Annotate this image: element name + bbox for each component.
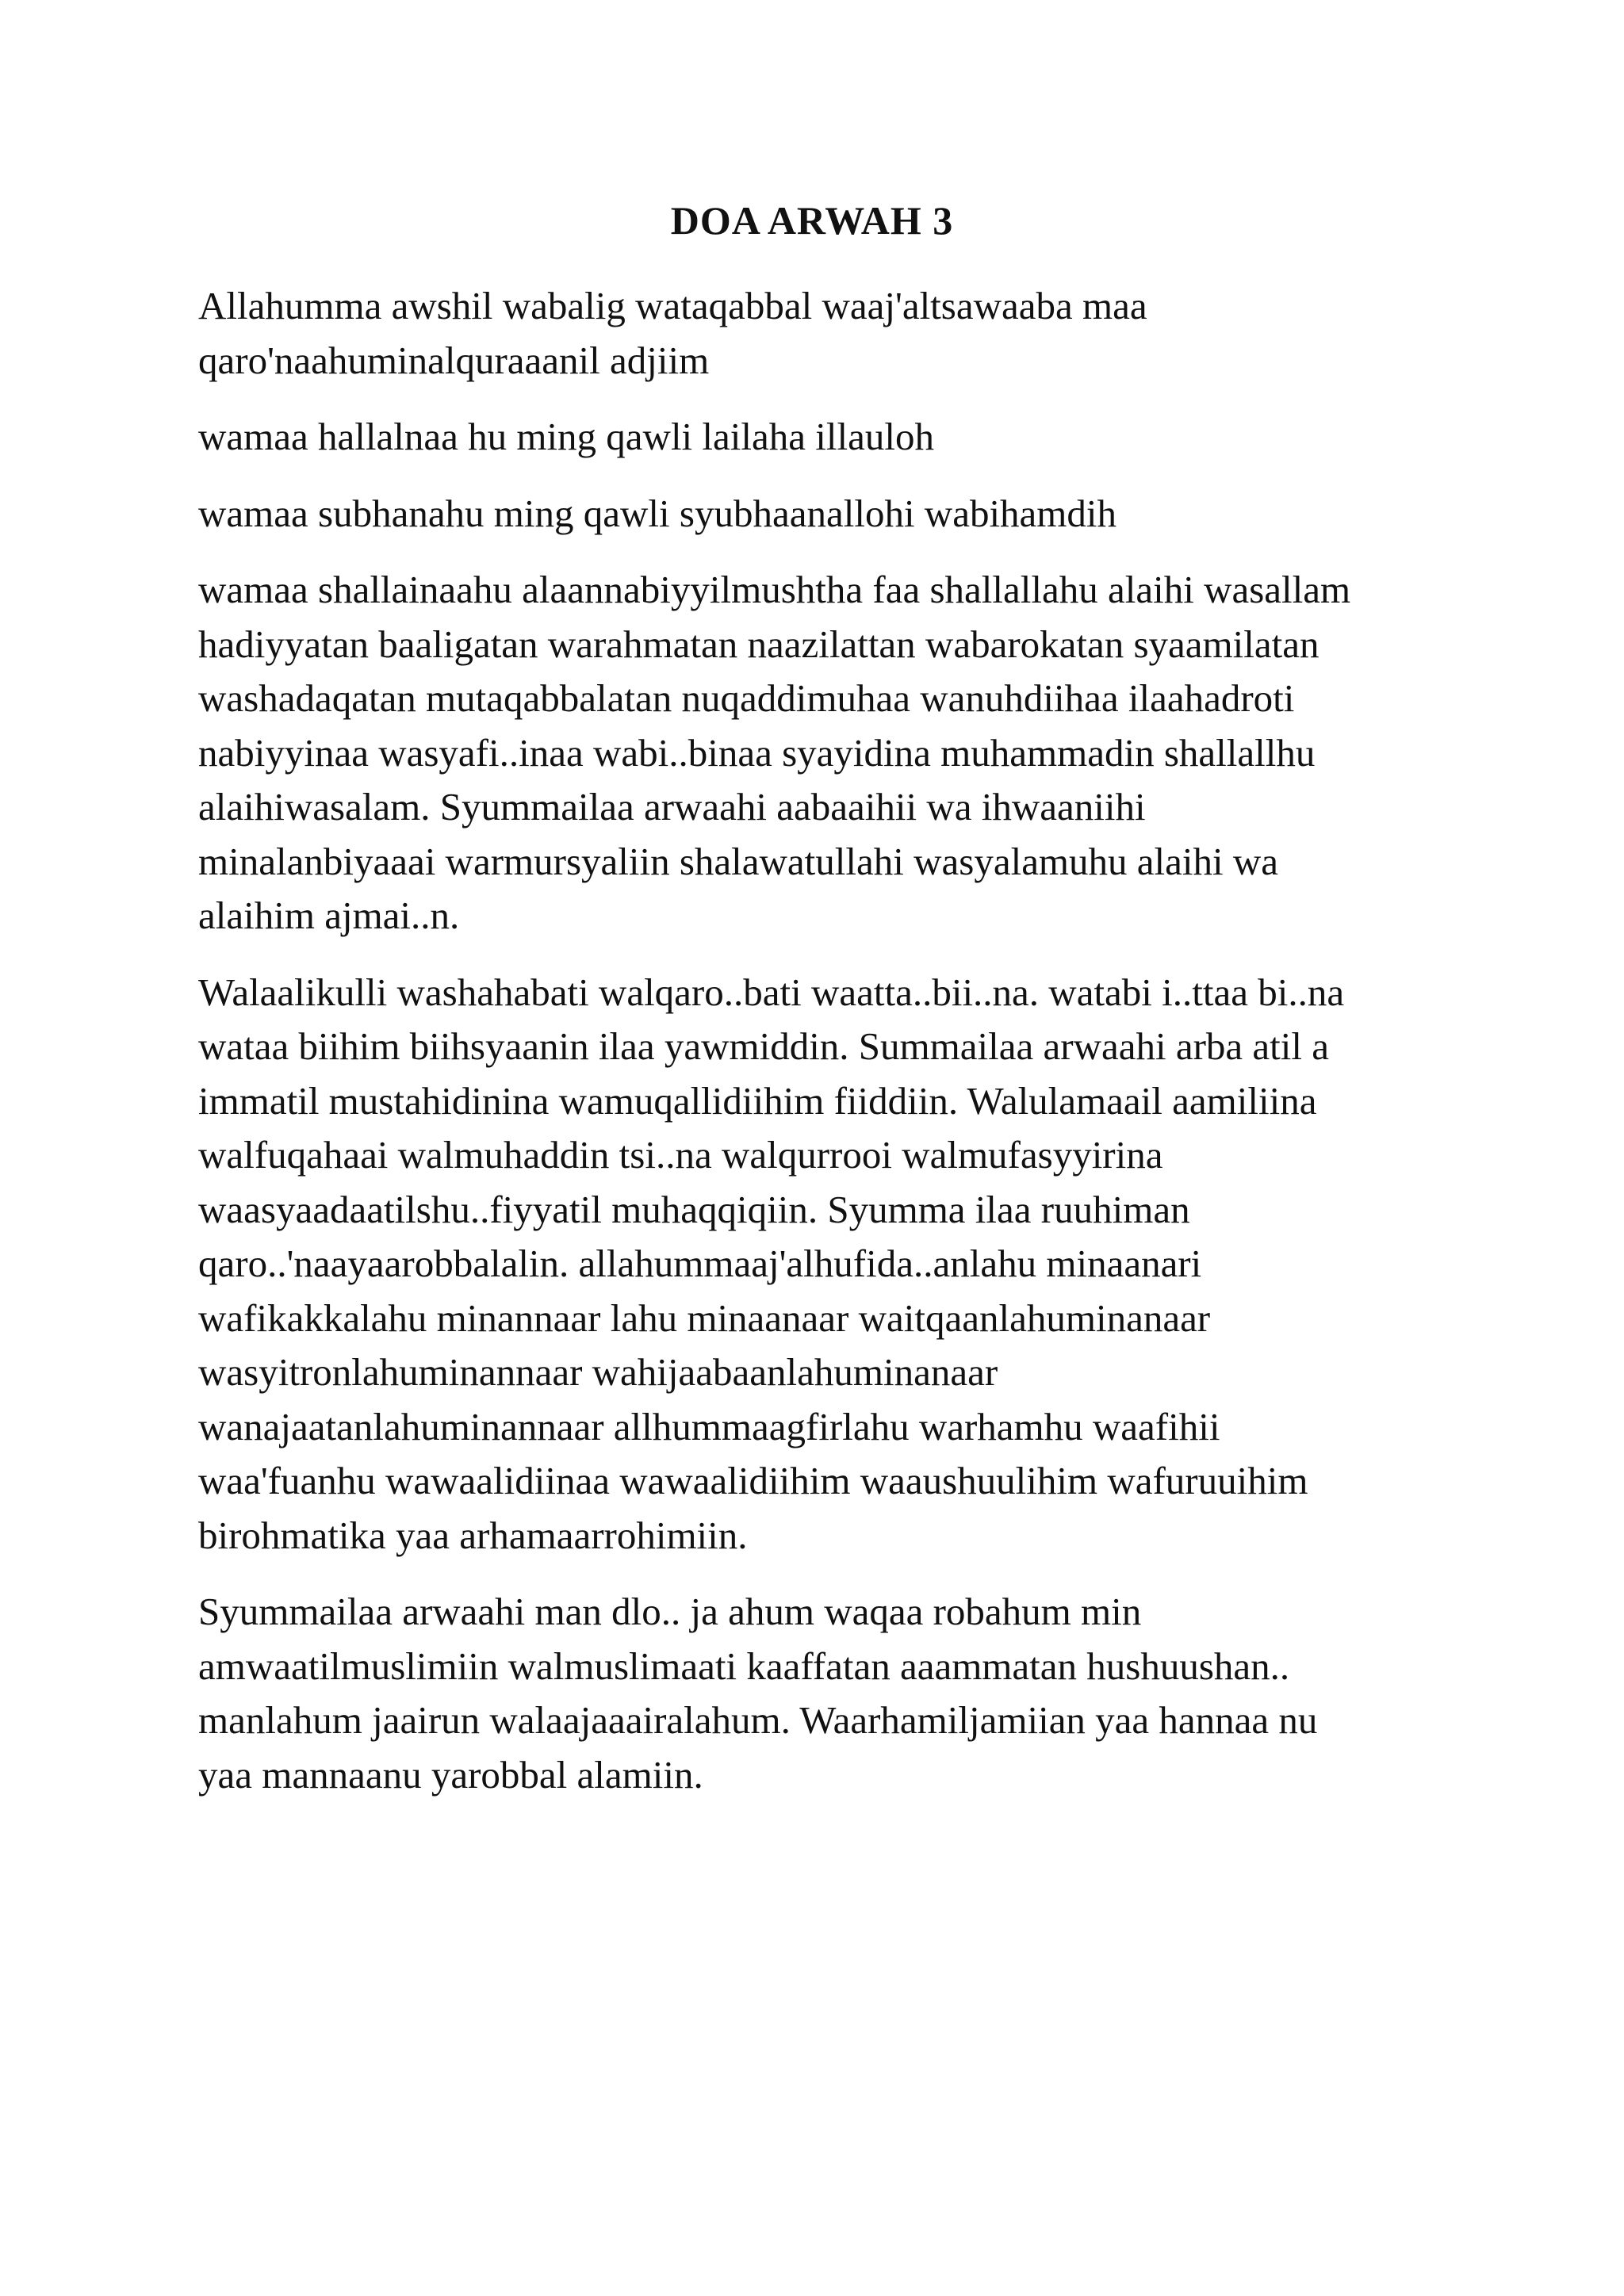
text-line: Syummailaa arwaahi man dlo.. ja ahum waqaa robahum min [198, 1590, 1142, 1633]
text-line: wamaa shallainaahu alaannabiyyilmushtha faa shallallahu alaihi wasallam [198, 568, 1351, 611]
paragraph-2 [198, 410, 1467, 465]
text-line: Walaalikulli washahabati walqaro..bati waatta..bii..na. watabi i..ttaa bi..na [198, 970, 1345, 1014]
text-line: nabiyyinaa wasyafi..inaa wabi..binaa syayidina muhammadin shallallhu [198, 730, 1316, 775]
document-title: DOA ARWAH 3 [670, 198, 954, 243]
text-line: hadiyyatan baaligatan warahmatan naazilattan wabarokatan syaamilatan [198, 622, 1320, 666]
text-line: amwaatilmuslimiin walmuslimaati kaaffatan aaammatan hushuushan.. [198, 1644, 1290, 1688]
text-line: washadaqatan mutaqabbalatan nuqaddimuhaa wanuhdiihaa ilaahadroti [198, 676, 1295, 720]
text-line: birohmatika yaa arhamaarrohimiin. [198, 1513, 748, 1557]
text-line: wamaa hallalnaa hu ming qawli lailaha illauloh [198, 415, 934, 458]
text-line: Allahumma awshil wabalig wataqabbal waaj'altsawaaba maa [198, 284, 1147, 327]
text-line: walfuqahaai walmuhaddin tsi..na walqurrooi walmufasyyirina [198, 1133, 1163, 1177]
paragraph-1 [198, 279, 1467, 388]
text-line: yaa mannaanu yarobbal alamiin. [198, 1752, 703, 1797]
text-line: qaro..'naayaarobbalalin. allahummaaj'alhufida..anlahu minaanari [198, 1242, 1202, 1285]
paragraph-5 [198, 966, 1467, 1563]
text-line: wasyitronlahuminannaar wahijaabaanlahuminanaar [198, 1350, 998, 1394]
document-body [198, 279, 1467, 1824]
paragraph-3 [198, 487, 1467, 541]
text-line: wamaa subhanahu ming qawli syubhaanallohi wabihamdih [198, 491, 1117, 535]
text-line: minalanbiyaaai warmursyaliin shalawatullahi wasyalamuhu alaihi wa [198, 839, 1279, 883]
paragraph-6 [198, 1585, 1467, 1802]
text-line: wataa biihim biihsyaanin ilaa yawmiddin. Summailaa arwaahi arba atil a [198, 1024, 1329, 1068]
text-line: wanajaatanlahuminannaar allhummaagfirlahu warhamhu waafihii [198, 1404, 1220, 1448]
text-line: alaihim ajmai..n. [198, 894, 460, 937]
text-line: manlahum jaairun walaajaaairalahum. Waarhamiljamiian yaa hannaa nu [198, 1698, 1318, 1742]
text-line: wafikakkalahu minannaar lahu minaanaar waitqaanlahuminanaar [198, 1295, 1211, 1340]
text-line: immatil mustahidinina wamuqallidiihim fiiddiin. Walulamaail aamiliina [198, 1078, 1317, 1123]
text-line: waasyaadaatilshu..fiyyatil muhaqqiqiin. Syumma ilaa ruuhiman [198, 1187, 1190, 1231]
text-line: alaihiwasalam. Syummailaa arwaahi aabaaihii wa ihwaaniihi [198, 785, 1146, 828]
text-line: waa'fuanhu wawaalidiinaa wawaalidiihim waaushuulihim wafuruuihim [198, 1459, 1308, 1502]
paragraph-4 [198, 563, 1467, 943]
text-line: qaro'naahuminalquraaanil adjiim [198, 338, 710, 382]
